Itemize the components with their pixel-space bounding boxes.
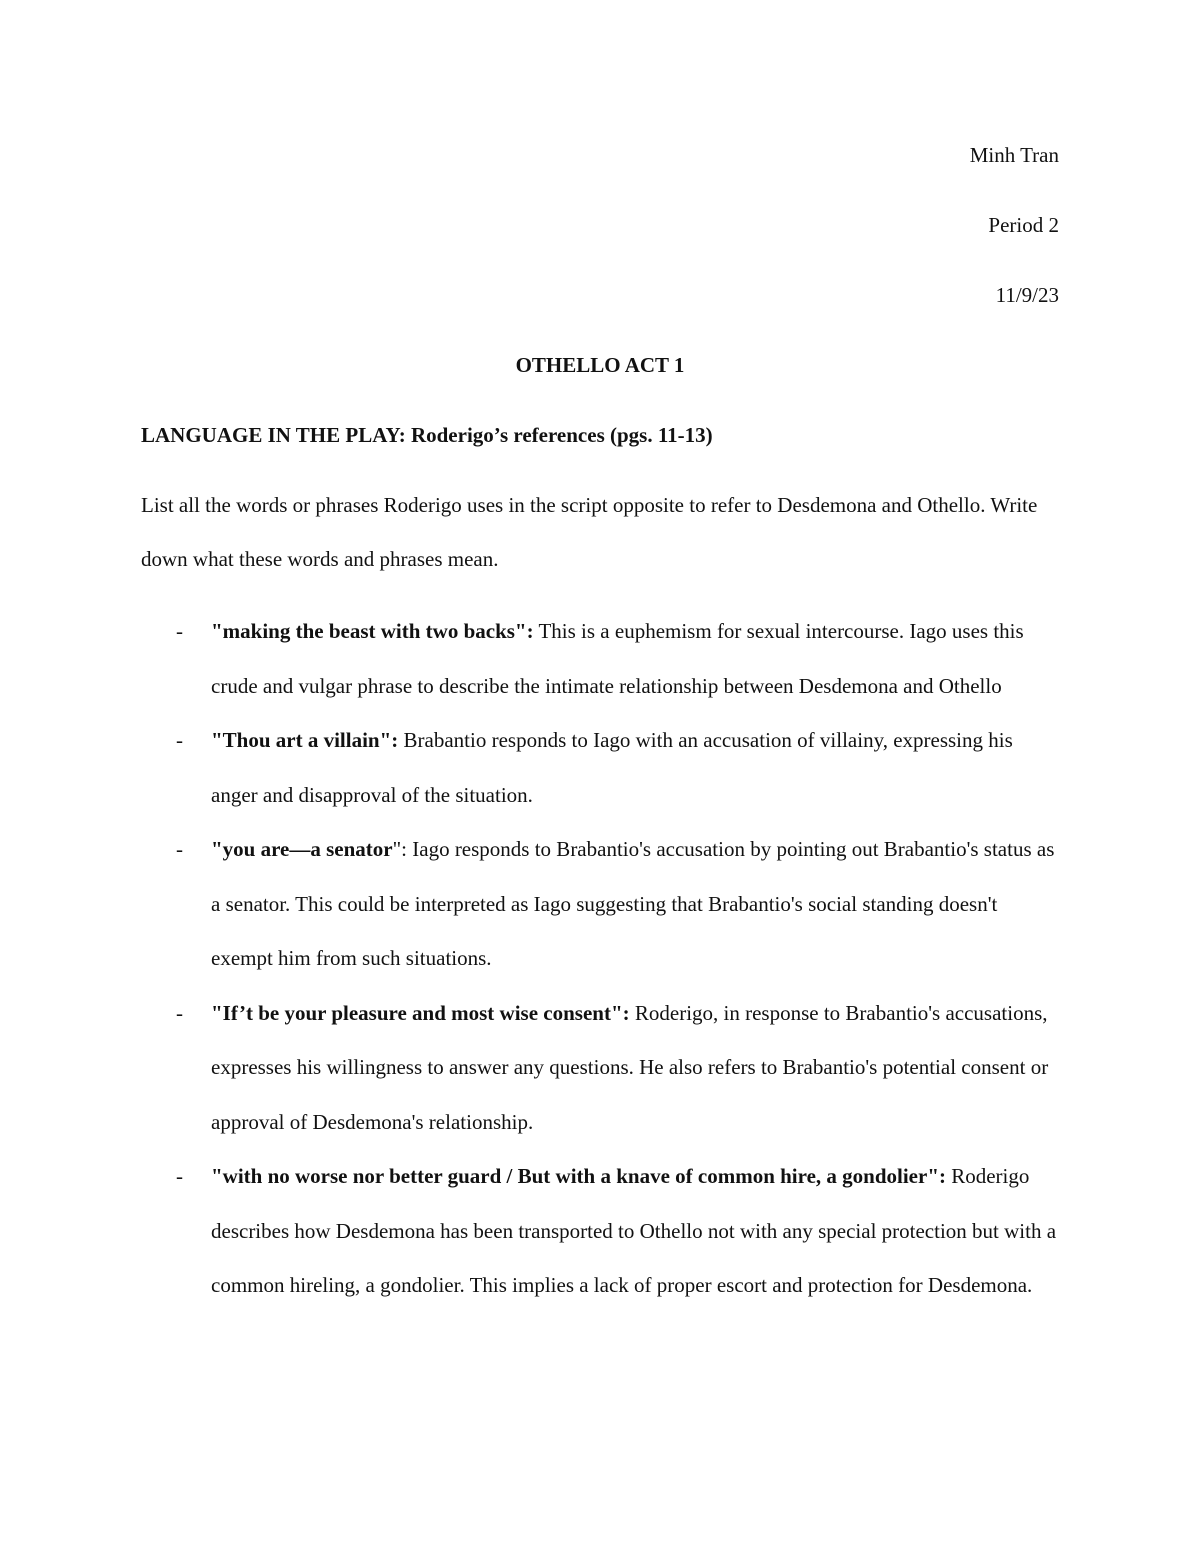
quoted-phrase: "you are—a senator	[211, 837, 393, 861]
bullet-dash: -	[176, 728, 183, 752]
list-item	[0, 822, 1061, 986]
phrase-explanation: ": Iago responds to Brabantio's accusation by pointing out Brabantio's status as a senator. This could be interpreted as Iago suggesting that Brabantio's social standing doesn't exempt him from such situations.	[211, 837, 1055, 970]
assignment-instructions: List all the words or phrases Roderigo uses in the script opposite to refer to Desdemona and Othello. Write down what these words and phrases mean.	[141, 493, 1038, 571]
quoted-phrase: "making the beast with two backs":	[211, 619, 534, 643]
quoted-phrase: "with no worse nor better guard / But with a knave of common hire, a gondolier":	[211, 1164, 946, 1188]
document-date: 11/9/23	[995, 283, 1059, 307]
list-item	[0, 1149, 1061, 1313]
bullet-dash: -	[176, 837, 183, 861]
quoted-phrase: "If’t be your pleasure and most wise consent":	[211, 1000, 630, 1025]
phrase-explanation: This is a euphemism for sexual intercourse. Iago uses this crude and vulgar phrase to describe the intimate relationship between Desdemona and Othello	[211, 619, 1024, 698]
phrase-explanation: Roderigo describes how Desdemona has been transported to Othello not with any special protection but with a common hireling, a gondolier. This implies a lack of proper escort and protection for Desdemona.	[211, 1164, 1057, 1297]
phrase-explanation: Roderigo, in response to Brabantio's accusations, expresses his willingness to answer any questions. He also refers to Brabantio's potential consent or approval of Desdemona's relationship.	[211, 1000, 1049, 1134]
bullet-dash: -	[176, 1000, 183, 1025]
phrase-explanation: Brabantio responds to Iago with an accusation of villainy, expressing his anger and disapproval of the situation.	[211, 728, 1013, 807]
class-period: Period 2	[988, 213, 1059, 237]
quoted-phrase: "Thou art a villain":	[211, 728, 399, 752]
section-heading: LANGUAGE IN THE PLAY: Roderigo’s references (pgs. 11-13)	[141, 423, 713, 447]
bullet-dash: -	[176, 1164, 183, 1188]
author-name: Minh Tran	[969, 143, 1059, 167]
list-item	[0, 604, 1061, 713]
list-item	[0, 986, 1061, 1150]
document-title: OTHELLO ACT 1	[515, 353, 685, 377]
list-item	[0, 713, 1061, 822]
reference-list	[0, 604, 1200, 1313]
bullet-dash: -	[176, 619, 183, 643]
